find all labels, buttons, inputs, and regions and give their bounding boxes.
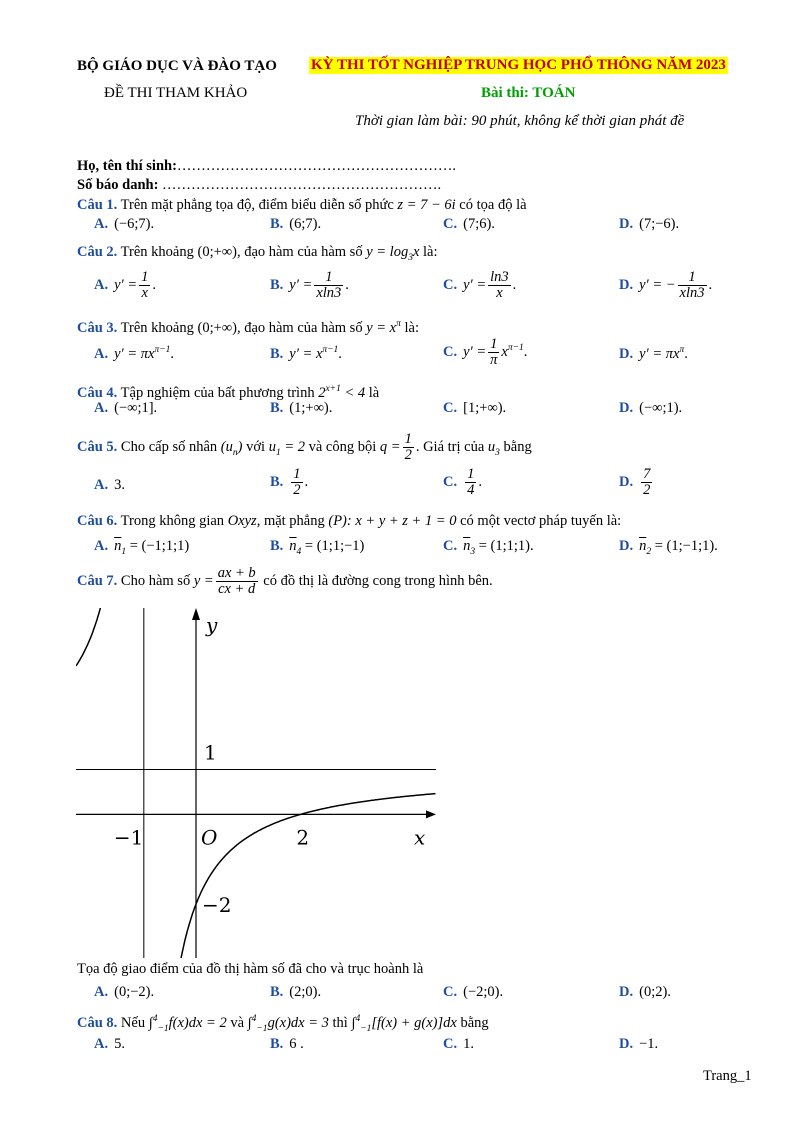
origin-label: O [201, 825, 218, 850]
function-graph [76, 608, 436, 958]
question-number: Câu 2. [77, 244, 118, 260]
q1-option-a[interactable] [94, 216, 154, 233]
curve-right-branch [166, 794, 435, 958]
question-tail: có tọa độ là [459, 197, 527, 213]
fraction: $\frac{1}{2}$ [293, 466, 301, 498]
question-number: Câu 3. [77, 319, 118, 336]
exam-title: KỲ THI TỐT NGHIỆP TRUNG HỌC PHỔ THÔNG NĂM 2023 [311, 57, 726, 73]
option-letter: B. [270, 473, 284, 490]
math-expr: z = 7 − 6i [397, 197, 456, 213]
question-number: Câu 6. [77, 513, 118, 529]
question-text: Trên khoảng [120, 319, 194, 336]
option-text: y′ = [463, 276, 487, 293]
ministry-name: BỘ GIÁO DỤC VÀ ĐÀO TẠO [77, 58, 277, 74]
question-text: Nếu [120, 1014, 146, 1031]
x-axis-label: x [414, 825, 426, 850]
candidate-name-dots: …………………………………………………. [176, 158, 457, 174]
option-letter: B. [270, 538, 284, 554]
q1-option-d[interactable] [619, 216, 679, 233]
question-text: Tập nghiệm của bất phương trình [120, 384, 315, 401]
option-letter: D. [619, 276, 634, 293]
question-number: Câu 5. [77, 439, 118, 455]
question-number: Câu 8. [77, 1014, 118, 1031]
option-text: y′ = [463, 343, 487, 360]
y-axis-label: y [206, 613, 218, 637]
fraction: $\frac{1}{\pi}$ [490, 336, 498, 368]
q5-option-b[interactable]: B. $\frac{1}{2}$ . [270, 466, 309, 498]
option-text: 6 . [289, 1036, 304, 1052]
option-letter: C. [443, 1036, 458, 1052]
q7-option-a[interactable] [94, 984, 154, 1001]
candidate-name-label: Họ, tên thí sinh: [77, 158, 177, 174]
question-number: Câu 4. [77, 384, 118, 401]
option-text: (7;6). [463, 216, 495, 232]
option-text: = (1;1;1). [478, 538, 534, 554]
option-text: −1. [639, 1036, 659, 1052]
question-3 [77, 315, 419, 337]
math-interval: (0;+∞) [197, 319, 237, 336]
option-text: (1;+∞). [289, 400, 333, 416]
question-number: Câu 1. [77, 197, 118, 213]
option-letter: D. [619, 538, 634, 554]
fraction: $\frac{1}{xln3}$ [316, 269, 342, 301]
graph-curves [76, 608, 436, 958]
option-letter: A. [94, 345, 109, 362]
x-axis-arrow [426, 810, 436, 818]
option-text: y′ = πx [114, 345, 155, 362]
option-text: (2;0). [289, 984, 322, 1000]
q2-option-c[interactable]: C. y′ = $\frac{\ln 3}{x}$ . [443, 269, 517, 301]
curve-left-branch [76, 608, 133, 666]
question-6 [77, 512, 621, 530]
question-tail: là: [404, 319, 419, 336]
q3-option-d[interactable]: D. $y' = \pi x^\pi$. [619, 345, 688, 362]
question-7: Câu 7. Cho hàm số y = $\frac{ax + b}{cx + d}$ có đồ thị là đường cong trong hình bên. [77, 565, 493, 598]
option-letter: B. [270, 1036, 284, 1052]
q5-option-a[interactable] [94, 477, 125, 494]
option-text: (6;7). [289, 216, 322, 232]
option-text: = (−1;1;1) [129, 538, 190, 554]
q6-option-d[interactable]: D. $\overline{n}_2$ = (1;−1;1). [619, 538, 718, 557]
option-letter: C. [443, 400, 458, 416]
option-letter: D. [619, 345, 634, 362]
q2-option-d[interactable]: D. y′ = − $\frac{1}{xln3}$ . [619, 269, 713, 301]
option-text: = (1;−1;1). [654, 538, 718, 554]
q4-option-a[interactable] [94, 400, 157, 417]
option-text: [1;+∞). [463, 400, 507, 416]
option-letter: C. [443, 538, 458, 554]
paper-type: ĐỀ THI THAM KHẢO [104, 85, 248, 101]
option-letter: C. [443, 216, 458, 232]
fraction: $\frac{\ln 3}{x}$ [490, 269, 509, 301]
option-text: (7;−6). [639, 216, 680, 232]
option-text: y′ = [289, 276, 313, 293]
q1-option-b[interactable] [270, 216, 321, 233]
math-expr: y = log [366, 244, 409, 260]
option-text: y′ = [114, 276, 138, 293]
q3-option-c[interactable]: C. y′ = $\frac{1}{\pi}$ $x^{\pi-1}$. [443, 336, 528, 368]
q8-option-d[interactable] [619, 1036, 658, 1053]
option-text: 3. [114, 477, 125, 493]
math-sup: x+1 [325, 384, 341, 394]
option-letter: B. [270, 216, 284, 232]
candidate-id-row [77, 177, 441, 194]
graph-axes [76, 608, 436, 958]
fraction: $\frac{1}{2}$ [404, 431, 412, 464]
question-number: Câu 7. [77, 573, 118, 589]
question-4 [77, 380, 379, 402]
q2-option-a[interactable]: A. y′ = $\frac{1}{x}$ . [94, 269, 157, 301]
option-text: (0;2). [639, 984, 671, 1000]
question-text: , đạo hàm của hàm số [236, 244, 363, 260]
q7-option-c[interactable] [443, 984, 503, 1001]
option-letter: D. [619, 400, 634, 416]
q4-option-b[interactable] [270, 400, 332, 417]
question-text: , mặt phẳng [256, 513, 325, 529]
question-7-tail: Tọa độ giao điểm của đồ thị hàm số đã cho và trục hoành là [77, 961, 424, 977]
math-expr: (P): x + y + z + 1 = 0 [328, 513, 457, 529]
question-text: Trên mặt phẳng tọa độ, điểm biểu diễn số phức [120, 197, 394, 213]
q2-option-b[interactable]: B. y′ = $\frac{1}{xln3}$ . [270, 269, 349, 301]
option-letter: B. [270, 345, 284, 362]
option-text: y′ = πx [639, 345, 680, 362]
question-tail: là [368, 384, 380, 401]
option-text: 1. [463, 1036, 474, 1052]
question-text: , đạo hàm của hàm số [236, 319, 363, 336]
math-expr: < 4 [344, 384, 366, 401]
option-text: (−∞;1]. [114, 400, 158, 416]
option-letter: D. [619, 984, 634, 1000]
page-number: Trang_1 [703, 1068, 752, 1084]
fraction: $\frac{1}{xln3}$ [679, 269, 705, 301]
q6-option-a[interactable]: A. $\overline{n}_1$ = (−1;1;1) [94, 538, 190, 557]
question-8: Câu 8. Nếu ∫$^4_{-1}$f(x)dx = 2 và ∫$^4_{-1}$g(x)dx = 3 thì ∫$^4_{-1}$[f(x) + g(x)]dx bằng [77, 1014, 489, 1034]
q8-option-a[interactable] [94, 1036, 125, 1053]
fraction: $\frac{ax + b}{cx + d}$ [217, 565, 256, 598]
option-letter: D. [619, 216, 634, 232]
math-expr: Oxyz [227, 513, 257, 529]
option-letter: B. [270, 400, 284, 416]
subject-label: Bài thi: TOÁN [481, 85, 576, 101]
question-2 [77, 243, 438, 267]
tick-label-x-neg: −1 [113, 825, 144, 850]
option-letter: A. [94, 477, 109, 493]
candidate-id-label: Số báo danh: [77, 177, 159, 193]
option-letter: A. [94, 984, 109, 1000]
math-expr: y = x [366, 319, 397, 336]
q6-option-c[interactable]: C. $\overline{n}_3$ = (1;1;1). [443, 538, 534, 557]
option-text: 5. [114, 1036, 125, 1052]
option-text: y′ = x [289, 345, 323, 362]
question-5: Câu 5. Cho cấp số nhân $(u_n)$ với $u_1 = 2$ và công bội q = $\frac{1}{2}$ . Giá trị của $u_3$ bằng [77, 431, 532, 464]
option-letter: A. [94, 538, 109, 554]
option-letter: D. [619, 473, 634, 490]
fraction: $\frac{1}{x}$ [141, 269, 149, 301]
option-letter: A. [94, 1036, 109, 1052]
option-letter: A. [94, 276, 109, 293]
question-text: Cho hàm số [120, 573, 191, 589]
option-letter: C. [443, 984, 458, 1000]
math-sup: π [396, 319, 401, 329]
y-axis-arrow [192, 608, 200, 620]
tick-label-y-pos: 1 [204, 740, 217, 765]
graph-labels [114, 613, 425, 917]
option-letter: A. [94, 216, 109, 232]
question-tail: có một vectơ pháp tuyến là: [460, 513, 622, 529]
q3-option-a[interactable]: A. $y' = \pi x^{\pi-1}$. [94, 345, 174, 362]
question-text: Cho cấp số nhân [120, 439, 218, 455]
exam-duration: Thời gian làm bài: 90 phút, không kể thời gian phát đề [355, 113, 685, 129]
math-expr: x [412, 244, 420, 260]
option-text: (−∞;1). [639, 400, 683, 416]
q8-option-c[interactable] [443, 1036, 474, 1053]
question-tail: là: [423, 244, 438, 260]
candidate-id-dots: …………………………………………………. [162, 177, 442, 193]
q3-option-b[interactable]: B. $y' = x^{\pi-1}$. [270, 345, 342, 362]
option-letter: C. [443, 343, 458, 360]
question-1 [77, 196, 527, 214]
q1-option-c[interactable] [443, 216, 495, 233]
tick-label-x-pos: 2 [296, 825, 310, 850]
q6-option-b[interactable]: B. $\overline{n}_4$ = (1;1;−1) [270, 538, 365, 557]
option-letter: B. [270, 984, 284, 1000]
q5-option-c[interactable]: C. $\frac{1}{4}$ . [443, 466, 482, 498]
option-letter: B. [270, 276, 284, 293]
option-letter: C. [443, 473, 458, 490]
question-text: Trên khoảng [120, 244, 194, 260]
question-text: Trong không gian [120, 513, 225, 529]
question-tail: có đồ thị là đường cong trong hình bên. [263, 573, 493, 589]
tick-label-y-neg: −2 [202, 893, 232, 918]
q5-option-d[interactable] [619, 467, 654, 498]
option-letter: A. [94, 400, 109, 416]
math-expr: 2 [318, 384, 326, 401]
candidate-name-row [77, 158, 456, 175]
q4-option-d[interactable] [619, 400, 682, 417]
option-letter: C. [443, 276, 458, 293]
option-text: (−6;7). [114, 216, 155, 232]
q7-option-b[interactable] [270, 984, 321, 1001]
q7-option-d[interactable] [619, 984, 671, 1001]
option-text: = (1;1;−1) [304, 538, 365, 554]
option-letter: D. [619, 1036, 634, 1052]
option-text: (−2;0). [463, 984, 504, 1000]
option-text: (0;−2). [114, 984, 155, 1000]
q8-option-b[interactable] [270, 1036, 304, 1053]
math-interval: (0;+∞) [197, 244, 237, 260]
q4-option-c[interactable] [443, 400, 506, 417]
fraction: $\frac{1}{4}$ [467, 466, 475, 498]
math-sub: 3 [408, 252, 413, 263]
option-text: y′ = − [639, 276, 676, 293]
fraction: $\frac{7}{2}$ [643, 466, 651, 498]
